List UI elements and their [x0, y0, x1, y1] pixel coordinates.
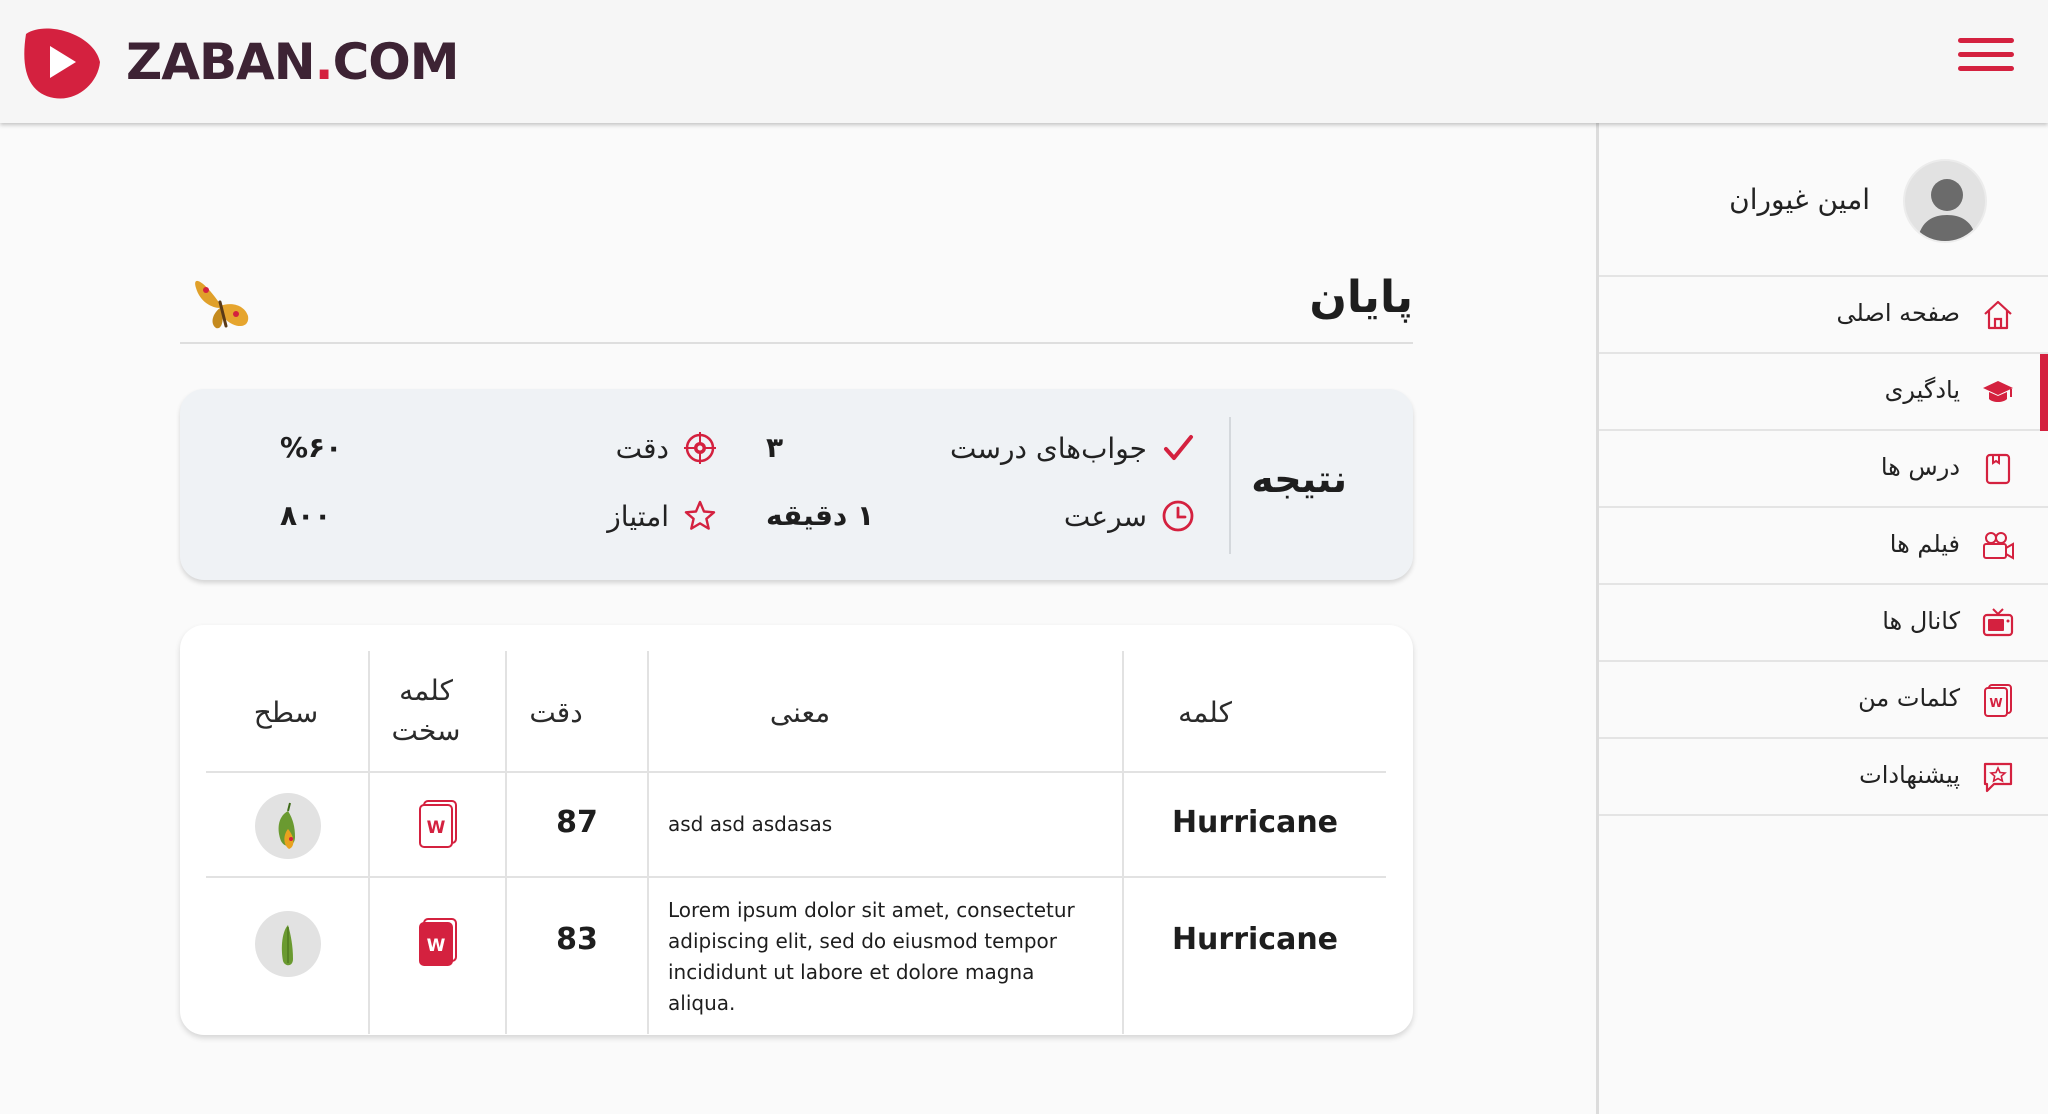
score-value: ۸۰۰: [280, 499, 332, 532]
sidebar-item-channels[interactable]: [1599, 585, 2048, 662]
stat-speed: [1064, 499, 1195, 533]
word-cell: Hurricane: [1171, 805, 1339, 840]
word-cell: Hurricane: [1171, 922, 1339, 957]
divider: [206, 876, 1386, 878]
column-header-word: کلمه: [1178, 696, 1232, 729]
notebook-icon: [1981, 452, 2015, 486]
speed-value: ۱ دقیقه: [766, 499, 875, 532]
word-card-outline-icon[interactable]: [416, 799, 460, 851]
sidebar-item-label: کانال ها: [1882, 607, 1960, 635]
sidebar-item-lessons[interactable]: [1599, 431, 2048, 508]
avatar[interactable]: [1903, 159, 1987, 243]
star-message-icon: [1981, 760, 2015, 794]
stat-label: امتیاز: [607, 499, 669, 533]
correct-answers-value: ۳: [766, 431, 784, 464]
word-card-filled-icon[interactable]: [416, 917, 460, 969]
sidebar: [1596, 123, 2048, 1114]
checkmark-icon: [1161, 431, 1195, 465]
level-badge: [255, 793, 321, 859]
stat-label: دقت: [615, 431, 669, 465]
logo-text: ZABAN.COM: [126, 33, 459, 91]
tv-icon: [1981, 606, 2015, 640]
divider: [368, 651, 370, 1034]
divider: [505, 651, 507, 1034]
stat-label: سرعت: [1063, 499, 1147, 533]
sidebar-item-label: پیشنهادات: [1859, 761, 1960, 789]
seedling-level-icon: [255, 793, 321, 859]
hamburger-icon[interactable]: [1958, 38, 2014, 82]
divider: [1122, 651, 1124, 1034]
target-icon: [683, 431, 717, 465]
home-icon: [1981, 298, 2015, 332]
column-header-level: سطح: [253, 696, 319, 729]
result-heading: نتیجه: [1251, 457, 1347, 501]
star-icon: [683, 499, 717, 533]
user-profile[interactable]: [1599, 123, 2048, 277]
stat-accuracy: [616, 431, 717, 465]
column-header-accuracy: دقت: [529, 696, 583, 729]
sidebar-item-my-words[interactable]: [1599, 662, 2048, 739]
column-header-hard-word: کلمه سخت: [391, 674, 461, 747]
accuracy-value: %۶۰: [280, 431, 343, 464]
page-header: [180, 262, 1413, 344]
sprout-level-icon: [255, 911, 321, 977]
divider: [1229, 417, 1231, 554]
video-camera-icon: [1981, 529, 2015, 563]
logo[interactable]: [16, 22, 459, 102]
clock-icon: [1161, 499, 1195, 533]
sidebar-item-home[interactable]: [1599, 277, 2048, 354]
graduation-cap-icon: [1981, 375, 2015, 409]
sidebar-item-label: کلمات من: [1858, 684, 1960, 712]
stat-label: جواب‌های درست: [950, 431, 1147, 465]
sidebar-item-label: صفحه اصلی: [1836, 299, 1960, 327]
sidebar-item-suggestions[interactable]: [1599, 739, 2048, 816]
logo-play-icon: [16, 22, 106, 102]
sidebar-item-learning[interactable]: [1599, 354, 2048, 431]
divider: [206, 771, 1386, 773]
level-badge: [255, 911, 321, 977]
svg-text:W: W: [426, 818, 446, 838]
svg-text:W: W: [426, 936, 446, 956]
sidebar-item-label: فیلم ها: [1889, 530, 1960, 558]
sidebar-item-movies[interactable]: [1599, 508, 2048, 585]
user-silhouette-icon: [1905, 161, 1987, 243]
butterfly-icon: [190, 268, 252, 334]
meaning-cell: Lorem ipsum dolor sit amet, consectetur adipiscing elit, sed do eiusmod tempor incididunt ut labore et dolore magna aliqua.: [668, 898, 1075, 1015]
user-name: امین غیوران: [1729, 183, 1870, 216]
accuracy-cell: 83: [556, 922, 598, 957]
result-summary-card: [180, 389, 1413, 580]
accuracy-cell: 87: [556, 805, 598, 840]
sidebar-item-label: درس ها: [1880, 453, 1960, 481]
page-title: پایان: [1309, 272, 1413, 323]
meaning-cell: asd asd asdasas: [668, 812, 833, 836]
stat-score: [607, 499, 717, 533]
column-header-meaning: معنی: [769, 696, 831, 729]
divider: [647, 651, 649, 1034]
top-header: [0, 0, 2048, 123]
svg-text:W: W: [1989, 696, 2003, 710]
stat-correct-answers: [950, 431, 1195, 465]
words-table: [180, 625, 1413, 1035]
sidebar-item-label: یادگیری: [1884, 376, 1960, 404]
word-card-icon: [1981, 683, 2015, 717]
